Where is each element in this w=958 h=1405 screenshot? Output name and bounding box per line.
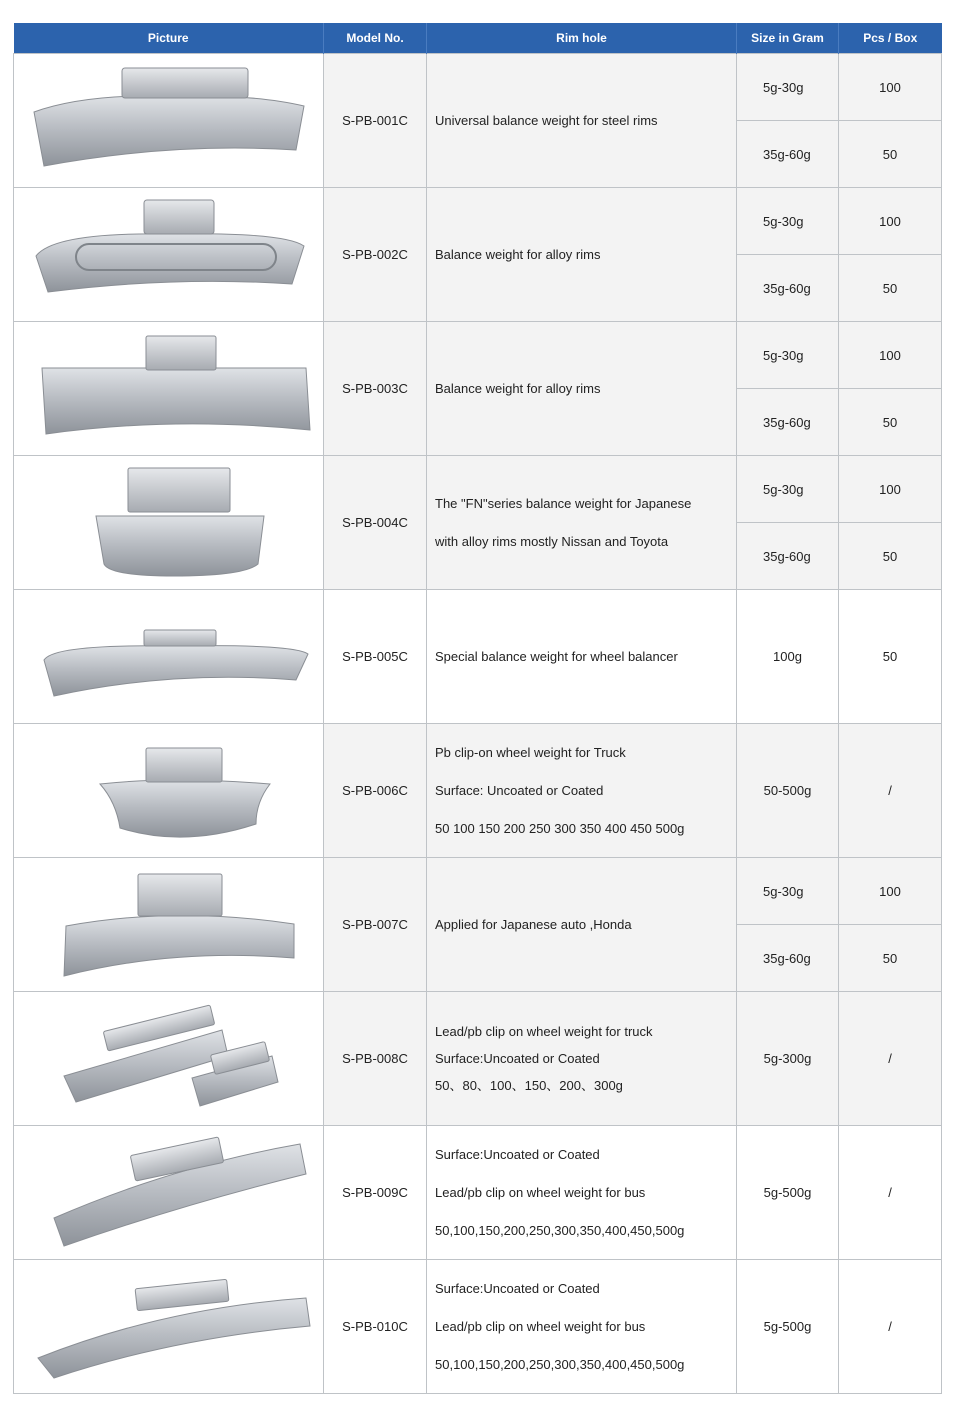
table-header [14,23,942,54]
pcs-per-box: / [839,992,942,1126]
pcs-per-box: 100 [839,188,942,255]
product-row [14,1126,942,1260]
size-in-gram: 35g-60g [737,925,839,992]
pcs-per-box: 100 [839,54,942,121]
weight-45g-pb-image [24,62,314,180]
description-line: 50 100 150 200 250 300 350 400 450 500g [435,820,685,836]
weight-bus-200g-curved-image [24,1268,314,1386]
product-row [14,992,942,1126]
product-row [14,724,942,858]
rim-hole-description [427,1260,737,1394]
column-header-size: Size in Gram [737,23,839,54]
pcs-per-box: 50 [839,255,942,322]
product-picture-cell [14,322,324,456]
column-header-rim-hole: Rim hole [427,23,737,54]
product-picture-cell [14,188,324,322]
product-table [13,23,942,1394]
column-header-picture: Picture [14,23,324,54]
size-in-gram: 100g [737,590,839,724]
weight-honda-image [24,866,314,984]
weight-45g-pb-flat-image [24,330,314,448]
description-line: with alloy rims mostly Nissan and Toyota [435,533,669,549]
product-row [14,188,942,255]
size-in-gram: 5g-30g [737,456,839,523]
weight-100g-long-image [24,598,314,716]
rim-hole-description [427,1126,737,1260]
pcs-per-box: 50 [839,389,942,456]
description-line: Lead/pb clip on wheel weight for truck [435,1024,653,1039]
rim-hole-description [427,858,737,992]
size-in-gram: 35g-60g [737,255,839,322]
product-picture-cell [14,54,324,188]
description-line: Special balance weight for wheel balancer [435,648,678,664]
rim-hole-description [427,724,737,858]
model-number: S-PB-002C [324,188,427,322]
description-line: 50,100,150,200,250,300,350,400,450,500g [435,1222,685,1238]
table-body [14,54,942,1394]
product-row [14,590,942,724]
column-header-pcs: Pcs / Box [839,23,942,54]
description-line: Surface:Uncoated or Coated [435,1051,600,1066]
pcs-per-box: / [839,724,942,858]
product-picture-cell [14,724,324,858]
pcs-per-box: 100 [839,322,942,389]
size-in-gram: 5g-30g [737,322,839,389]
size-in-gram: 5g-500g [737,1126,839,1260]
size-in-gram: 5g-500g [737,1260,839,1394]
size-in-gram: 35g-60g [737,523,839,590]
product-picture-cell [14,858,324,992]
rim-hole-description [427,322,737,456]
size-in-gram: 5g-300g [737,992,839,1126]
weight-100g-truck-image [24,732,314,850]
rim-hole-description [427,456,737,590]
size-in-gram: 35g-60g [737,121,839,188]
product-picture-cell [14,1126,324,1260]
product-row [14,322,942,389]
size-in-gram: 5g-30g [737,858,839,925]
model-number: S-PB-004C [324,456,427,590]
size-in-gram: 35g-60g [737,389,839,456]
size-in-gram: 5g-30g [737,188,839,255]
rim-hole-description [427,188,737,322]
weight-truck-pair-image [24,1000,314,1118]
description-line: Lead/pb clip on wheel weight for bus [435,1184,646,1200]
model-number: S-PB-009C [324,1126,427,1260]
product-table-wrapper [13,23,941,1394]
pcs-per-box: 50 [839,590,942,724]
pcs-per-box: / [839,1126,942,1260]
description-line: 50、80、100、150、200、300g [435,1078,623,1093]
product-picture-cell [14,992,324,1126]
weight-bus-200g-image [24,1134,314,1252]
model-number: S-PB-010C [324,1260,427,1394]
model-number: S-PB-006C [324,724,427,858]
weight-30g-fn-image [24,464,314,582]
product-row [14,1260,942,1394]
description-line: Lead/pb clip on wheel weight for bus [435,1318,646,1334]
description-line: The "FN"series balance weight for Japanese [435,495,692,511]
model-number: S-PB-003C [324,322,427,456]
description-line: Surface: Uncoated or Coated [435,782,604,798]
description-line: Universal balance weight for steel rims [435,112,658,128]
size-in-gram: 50-500g [737,724,839,858]
product-picture-cell [14,456,324,590]
pcs-per-box: 50 [839,925,942,992]
rim-hole-description [427,54,737,188]
rim-hole-description [427,590,737,724]
description-line: Pb clip-on wheel weight for Truck [435,744,626,760]
model-number: S-PB-008C [324,992,427,1126]
product-row [14,54,942,121]
description-line: Surface:Uncoated or Coated [435,1280,600,1296]
description-line: Applied for Japanese auto ,Honda [435,916,632,932]
pcs-per-box: 100 [839,456,942,523]
product-picture-cell [14,590,324,724]
product-row [14,456,942,523]
description-line: 50,100,150,200,250,300,350,400,450,500g [435,1356,685,1372]
model-number: S-PB-007C [324,858,427,992]
pcs-per-box: 50 [839,523,942,590]
column-header-model: Model No. [324,23,427,54]
model-number: S-PB-001C [324,54,427,188]
description-line: Surface:Uncoated or Coated [435,1146,600,1162]
pcs-per-box: 50 [839,121,942,188]
weight-40-pb-image [24,196,314,314]
model-number: S-PB-005C [324,590,427,724]
pcs-per-box: / [839,1260,942,1394]
size-in-gram: 5g-30g [737,54,839,121]
rim-hole-description [427,992,737,1126]
description-line: Balance weight for alloy rims [435,246,601,262]
product-row [14,858,942,925]
description-line: Balance weight for alloy rims [435,380,601,396]
pcs-per-box: 100 [839,858,942,925]
product-picture-cell [14,1260,324,1394]
